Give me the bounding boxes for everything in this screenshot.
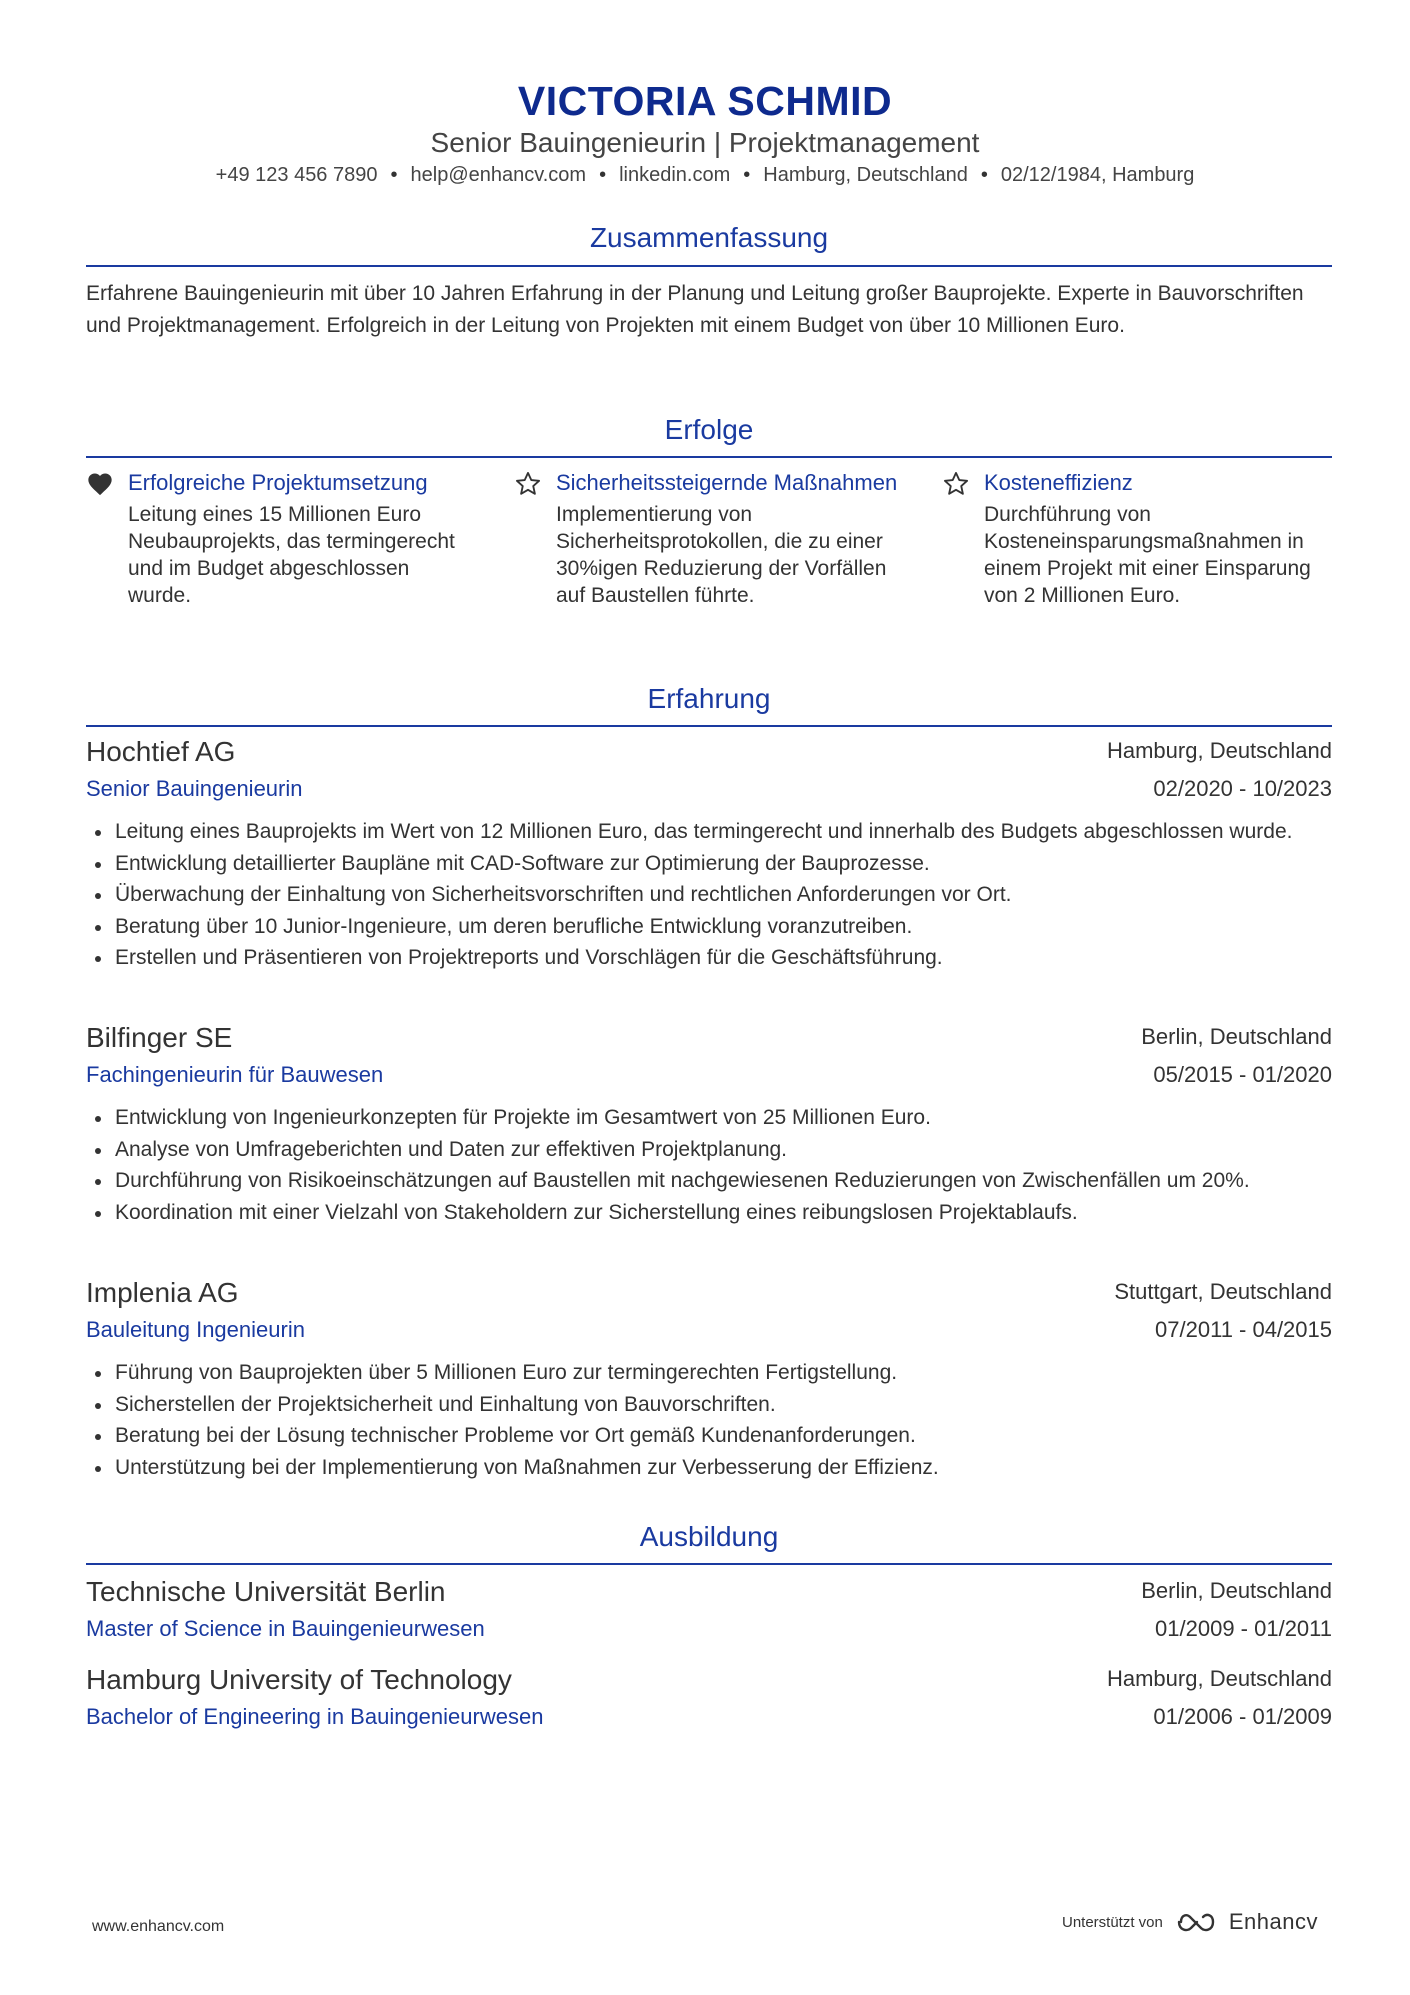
bullet-item: Entwicklung von Ingenieurkonzepten für Projekte im Gesamtwert von 25 Millionen Euro. (86, 1102, 1332, 1134)
section-divider (86, 265, 1332, 267)
achievement-item (942, 468, 1338, 609)
separator-dot: • (390, 164, 398, 186)
footer-website-link[interactable]: www.enhancv.com (92, 1918, 225, 1935)
star-icon (514, 470, 542, 498)
summary-text: Erfahrene Bauingenieurin mit über 10 Jahren Erfahrung in der Planung und Leitung großer Bauprojekte. Experte in Bauvorschriften und Projektmanagement. Erfolgreich in der Leitung von Projekten mit einem Budget von über 10 Millionen Euro. (86, 282, 1304, 337)
section-title-experience: Erfahrung (647, 683, 771, 714)
job-location: Berlin, Deutschland (1141, 1024, 1332, 1049)
school-name: Technische Universität Berlin (86, 1576, 446, 1607)
separator-dot: • (980, 164, 988, 186)
heart-icon (86, 470, 114, 498)
bullet-item: Beratung über 10 Junior-Ingenieure, um deren berufliche Entwicklung voranzutreiben. (86, 911, 1332, 943)
bullet-item: Erstellen und Präsentieren von Projektreports und Vorschlägen für die Geschäftsführung. (86, 942, 1332, 974)
candidate-name: VICTORIA SCHMID (517, 78, 893, 124)
section-title-summary: Zusammenfassung (589, 222, 829, 253)
achievement-item (86, 468, 470, 609)
school-location: Hamburg, Deutschland (1106, 1666, 1332, 1691)
achievement-title: Erfolgreiche Projektumsetzung (128, 470, 428, 495)
degree: Bachelor of Engineering in Bauingenieurwesen (86, 1704, 544, 1729)
job-dates: 05/2015 - 01/2020 (1153, 1062, 1332, 1087)
contact-line (0, 164, 1410, 187)
bullet-item: Leitung eines Bauprojekts im Wert von 12 Millionen Euro, das termingerecht und innerhalb des Budgets abgeschlossen wurde. (86, 816, 1332, 848)
bullet-item: Sicherstellen der Projektsicherheit und Einhaltung von Bauvorschriften. (86, 1389, 1332, 1421)
separator-dot: • (599, 164, 607, 186)
enhancv-brand: Enhancv (1228, 1909, 1318, 1934)
linkedin-link[interactable]: linkedin.com (619, 164, 731, 186)
location: Hamburg, Deutschland (763, 164, 968, 186)
email-link[interactable]: help@enhancv.com (410, 164, 587, 186)
powered-by-label: Unterstützt von (1061, 1913, 1163, 1931)
achievement-title: Kosteneffizienz (984, 470, 1133, 495)
section-divider (86, 456, 1332, 458)
job-bullets (86, 1102, 1332, 1228)
star-icon (942, 470, 970, 498)
job-role: Fachingenieurin für Bauwesen (86, 1062, 384, 1087)
achievement-item (514, 468, 898, 609)
bullet-item: Analyse von Umfrageberichten und Daten zur effektiven Projektplanung. (86, 1134, 1332, 1166)
job-bullets (86, 816, 1332, 974)
education-entry (86, 1576, 1332, 1650)
section-divider (86, 1563, 1332, 1565)
phone: +49 123 456 7890 (215, 164, 378, 186)
education-dates: 01/2009 - 01/2011 (1155, 1616, 1332, 1641)
bullet-item: Durchführung von Risikoeinschätzungen auf Baustellen mit nachgewiesenen Reduzierungen von Zwischenfällen um 20%. (86, 1165, 1332, 1197)
footer-branding (1062, 1909, 1318, 1935)
bullet-item: Beratung bei der Lösung technischer Probleme vor Ort gemäß Kundenanforderungen. (86, 1420, 1332, 1452)
job-bullets (86, 1357, 1332, 1483)
section-title-education: Ausbildung (639, 1521, 779, 1552)
company-name: Implenia AG (86, 1277, 239, 1308)
bullet-item: Entwicklung detaillierter Baupläne mit CAD-Software zur Optimierung der Bauprozesse. (86, 848, 1332, 880)
section-divider (86, 725, 1332, 727)
bullet-item: Unterstützung bei der Implementierung von Maßnahmen zur Verbesserung der Effizienz. (86, 1452, 1332, 1484)
achievement-description: Leitung eines 15 Millionen Euro Neubauprojekts, das termingerecht und im Budget abgeschlossen wurde. (128, 503, 455, 607)
education-dates: 01/2006 - 01/2009 (1153, 1704, 1332, 1729)
achievement-title: Sicherheitssteigernde Maßnahmen (556, 470, 898, 495)
experience-entry (86, 1277, 1332, 1483)
bullet-item: Überwachung der Einhaltung von Sicherheitsvorschriften und rechtlichen Anforderungen vor Ort. (86, 879, 1332, 911)
job-dates: 02/2020 - 10/2023 (1153, 776, 1332, 801)
education-entry (86, 1664, 1332, 1738)
candidate-subtitle: Senior Bauingenieurin | Projektmanagement (430, 127, 980, 158)
achievement-description: Durchführung von Kosteneinsparungsmaßnahmen in einem Projekt mit einer Einsparung von 2 Millionen Euro. (984, 503, 1311, 607)
job-role: Bauleitung Ingenieurin (86, 1317, 305, 1342)
degree: Master of Science in Bauingenieurwesen (86, 1616, 485, 1641)
birth-info: 02/12/1984, Hamburg (1000, 164, 1195, 186)
experience-entry (86, 736, 1332, 974)
bullet-item: Koordination mit einer Vielzahl von Stakeholdern zur Sicherstellung eines reibungslosen Projektablaufs. (86, 1197, 1332, 1229)
company-name: Hochtief AG (86, 736, 236, 767)
company-name: Bilfinger SE (86, 1022, 233, 1053)
separator-dot: • (743, 164, 751, 186)
bullet-item: Führung von Bauprojekten über 5 Millionen Euro zur termingerechten Fertigstellung. (86, 1357, 1332, 1389)
school-name: Hamburg University of Technology (86, 1664, 512, 1695)
job-location: Hamburg, Deutschland (1106, 738, 1332, 763)
job-location: Stuttgart, Deutschland (1114, 1279, 1332, 1304)
job-dates: 07/2011 - 04/2015 (1155, 1317, 1332, 1342)
experience-entry (86, 1022, 1332, 1228)
enhancv-logo-icon (1173, 1909, 1219, 1935)
school-location: Berlin, Deutschland (1141, 1578, 1332, 1603)
job-role: Senior Bauingenieurin (86, 776, 303, 801)
achievement-description: Implementierung von Sicherheitsprotokollen, die zu einer 30%igen Reduzierung der Vorfällen auf Baustellen führte. (556, 503, 887, 607)
section-title-achievements: Erfolge (664, 414, 754, 445)
